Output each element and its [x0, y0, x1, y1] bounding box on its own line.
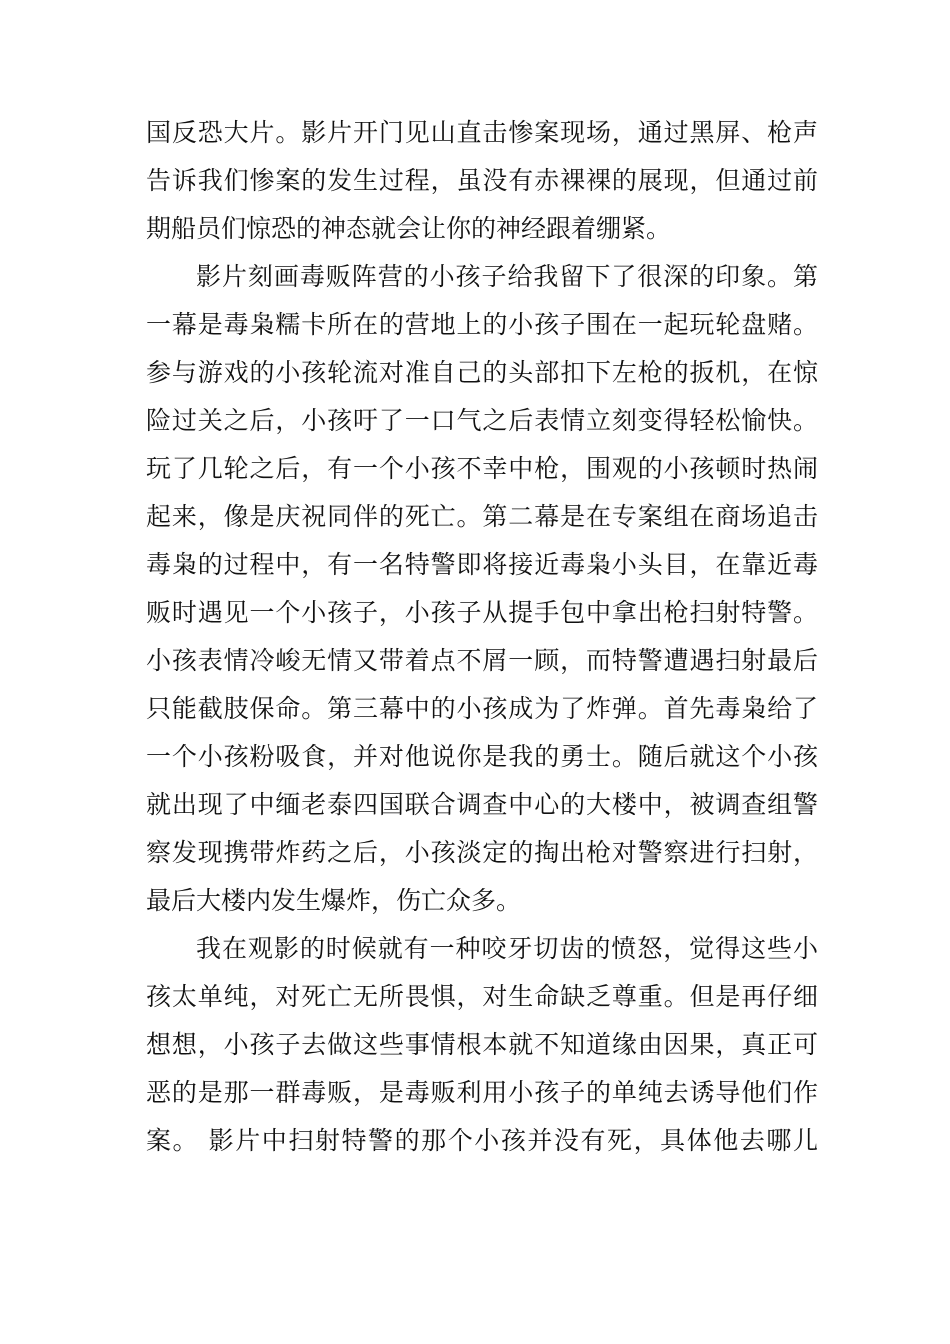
text-line: 恶的是那一群毒贩，是毒贩利用小孩子的单纯去诱导他们作 [146, 1078, 818, 1107]
text-line: 毒枭的过程中，有一名特警即将接近毒枭小头目，在靠近毒 [146, 550, 818, 579]
text-line: 就出现了中缅老泰四国联合调查中心的大楼中，被调查组警 [146, 790, 818, 819]
text-line: 国反恐大片。影片开门见山直击惨案现场，通过黑屏、枪声 [146, 118, 818, 147]
text-line: 想想，小孩子去做这些事情根本就不知道缘由因果，真正可 [146, 1030, 818, 1059]
text-line: 起来，像是庆祝同伴的死亡。第二幕是在专案组在商场追击 [146, 502, 818, 531]
text-line: 玩了几轮之后，有一个小孩不幸中枪，围观的小孩顿时热闹 [146, 454, 818, 483]
text-line: 小孩表情冷峻无情又带着点不屑一顾，而特警遭遇扫射最后 [146, 646, 818, 675]
text-line: 察发现携带炸药之后，小孩淡定的掏出枪对警察进行扫射， [146, 838, 818, 867]
text-line: 只能截肢保命。第三幕中的小孩成为了炸弹。首先毒枭给了 [146, 694, 818, 723]
body-text [146, 109, 818, 1165]
paragraph-start-line: 我在观影的时候就有一种咬牙切齿的愤怒，觉得这些小 [196, 934, 818, 963]
text-line: 案。 影片中扫射特警的那个小孩并没有死，具体他去哪儿 [146, 1126, 818, 1155]
text-line: 期船员们惊恐的神态就会让你的神经跟着绷紧。 [146, 214, 672, 243]
text-line: 告诉我们惨案的发生过程，虽没有赤裸裸的展现，但通过前 [146, 166, 818, 195]
text-line: 险过关之后，小孩吁了一口气之后表情立刻变得轻松愉快。 [146, 406, 818, 435]
text-line: 一个小孩粉吸食，并对他说你是我的勇士。随后就这个小孩 [146, 742, 818, 771]
text-line: 贩时遇见一个小孩子，小孩子从提手包中拿出枪扫射特警。 [146, 598, 818, 627]
paragraph-start-line: 影片刻画毒贩阵营的小孩子给我留下了很深的印象。第 [196, 262, 818, 291]
text-line: 参与游戏的小孩轮流对准自己的头部扣下左枪的扳机，在惊 [146, 358, 818, 387]
text-line: 最后大楼内发生爆炸，伤亡众多。 [146, 886, 522, 915]
text-line: 孩太单纯，对死亡无所畏惧，对生命缺乏尊重。但是再仔细 [146, 982, 818, 1011]
text-line: 一幕是毒枭糯卡所在的营地上的小孩子围在一起玩轮盘赌。 [146, 310, 818, 339]
